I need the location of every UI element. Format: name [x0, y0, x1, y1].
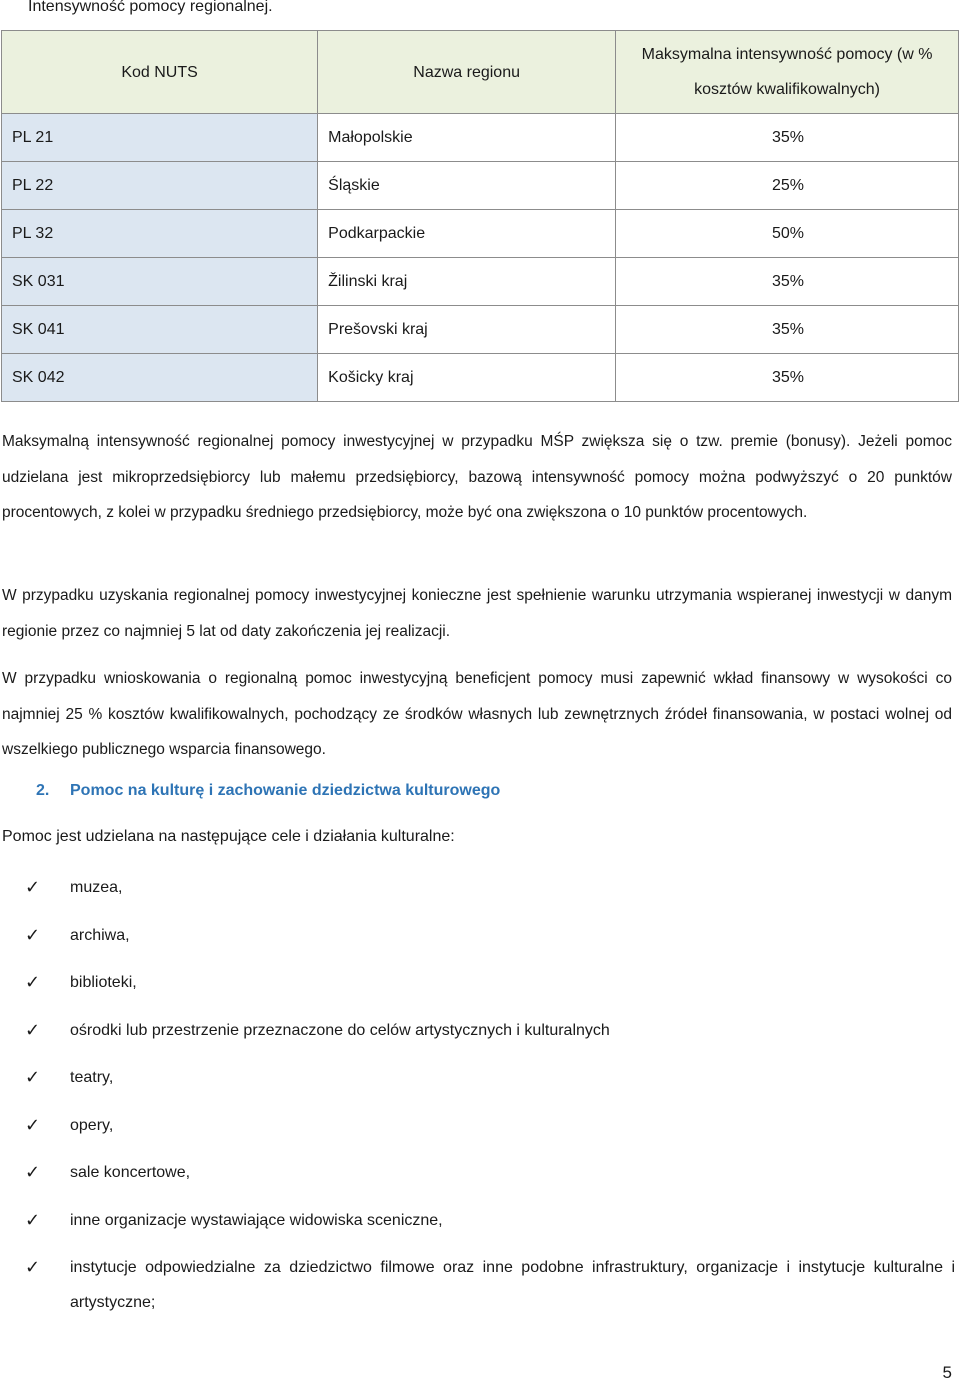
intensity-cell: 35% [616, 114, 959, 162]
nuts-code-cell: PL 21 [2, 114, 318, 162]
region-name-cell: Prešovski kraj [318, 306, 616, 354]
intensity-cell: 35% [616, 306, 959, 354]
intensity-cell: 35% [616, 258, 959, 306]
region-name-cell: Košicky kraj [318, 354, 616, 402]
regional-aid-table [1, 30, 959, 402]
checkmark-icon: ✓ [25, 877, 41, 897]
list-item [0, 1250, 955, 1320]
nuts-code-cell: SK 042 [2, 354, 318, 402]
nuts-code-cell: SK 041 [2, 306, 318, 354]
list-item [0, 965, 955, 1000]
table-row [2, 258, 959, 306]
table-row [2, 162, 959, 210]
list-item-text: sale koncertowe, [70, 1164, 191, 1181]
checkmark-icon: ✓ [25, 1162, 41, 1182]
list-item-text: muzea, [70, 879, 123, 896]
section-number: 2. [36, 782, 50, 799]
checkmark-icon: ✓ [25, 1067, 41, 1087]
list-item [0, 1108, 955, 1143]
header-region-name: Nazwa regionu [318, 31, 616, 114]
checkmark-icon: ✓ [25, 1114, 41, 1135]
list-item [0, 1203, 955, 1238]
list-item-text: opery, [70, 1116, 114, 1134]
list-item [0, 1155, 955, 1190]
region-name-cell: Śląskie [318, 162, 616, 210]
table-row [2, 306, 959, 354]
region-name-cell: Žilinski kraj [318, 258, 616, 306]
table-row [2, 210, 959, 258]
list-item [0, 918, 955, 953]
list-item-text: archiwa, [70, 926, 130, 944]
list-item-text: instytucje odpowiedzialne za dziedzictwo filmowe oraz inne podobne infrastruktury, organizacje i instytucje kulturalne i artystyczne; [70, 1259, 955, 1311]
list-item-text: inne organizacje wystawiające widowiska sceniczne, [70, 1211, 443, 1229]
nuts-code-cell: SK 031 [2, 258, 318, 306]
list-item [0, 1060, 955, 1095]
header-nuts-code: Kod NUTS [2, 31, 318, 114]
intensity-cell: 50% [616, 210, 959, 258]
region-name-cell: Małopolskie [318, 114, 616, 162]
list-item-text: biblioteki, [70, 974, 137, 991]
checkmark-icon: ✓ [25, 1209, 41, 1230]
intensity-cell: 25% [616, 162, 959, 210]
nuts-code-cell: PL 32 [2, 210, 318, 258]
paragraph-investment-retention: W przypadku uzyskania regionalnej pomocy inwestycyjnej konieczne jest spełnienie warunku utrzymania wspieranej inwestycji w danym regionie przez co najmniej 5 lat od daty zakończenia jej realizacji. [2, 587, 952, 640]
list-item-text: ośrodki lub przestrzenie przeznaczone do celów artystycznych i kulturalnych [70, 1021, 610, 1039]
checkmark-icon: ✓ [25, 1257, 41, 1277]
list-item-text: teatry, [70, 1069, 114, 1086]
intro-text: Intensywność pomocy regionalnej. [28, 0, 273, 15]
region-name-cell: Podkarpackie [318, 210, 616, 258]
section-title: Pomoc na kulturę i zachowanie dziedzictwa kulturowego [70, 782, 501, 799]
list-item [0, 870, 955, 905]
page-number: 5 [942, 1363, 952, 1382]
intensity-cell: 35% [616, 354, 959, 402]
checkmark-icon: ✓ [25, 972, 41, 992]
header-max-intensity: Maksymalna intensywność pomocy (w % kosztów kwalifikowalnych) [616, 31, 959, 114]
paragraph-sme-bonus: Maksymalną intensywność regionalnej pomocy inwestycyjnej w przypadku MŚP zwiększa się o tzw. premie (bonusy). Jeżeli pomoc udzielana jest mikroprzedsiębiorcy lub małemu przedsiębiorcy, bazową intensywność pomocy można podwyższyć o 20 punktów procentowych, z kolei w przypadku średniego przedsiębiorcy, może być ona zwiększona o 10 punktów procentowych. [2, 433, 952, 521]
table-header-row [2, 31, 959, 114]
section-heading [36, 782, 500, 800]
table-row [2, 114, 959, 162]
lead-text: Pomoc jest udzielana na następujące cele i działania kulturalne: [2, 828, 455, 845]
list-item [0, 1013, 955, 1048]
cultural-goals-list [0, 870, 955, 1320]
nuts-code-cell: PL 22 [2, 162, 318, 210]
paragraph-financial-contribution: W przypadku wnioskowania o regionalną pomoc inwestycyjną beneficjent pomocy musi zapewnić wkład finansowy w wysokości co najmniej 25 % kosztów kwalifikowalnych, pochodzący ze środków własnych lub zewnętrznych źródeł finansowania, w postaci wolnej od wszelkiego publicznego wsparcia finansowego. [2, 670, 952, 758]
table-row [2, 354, 959, 402]
checkmark-icon: ✓ [25, 924, 41, 945]
checkmark-icon: ✓ [25, 1019, 41, 1040]
